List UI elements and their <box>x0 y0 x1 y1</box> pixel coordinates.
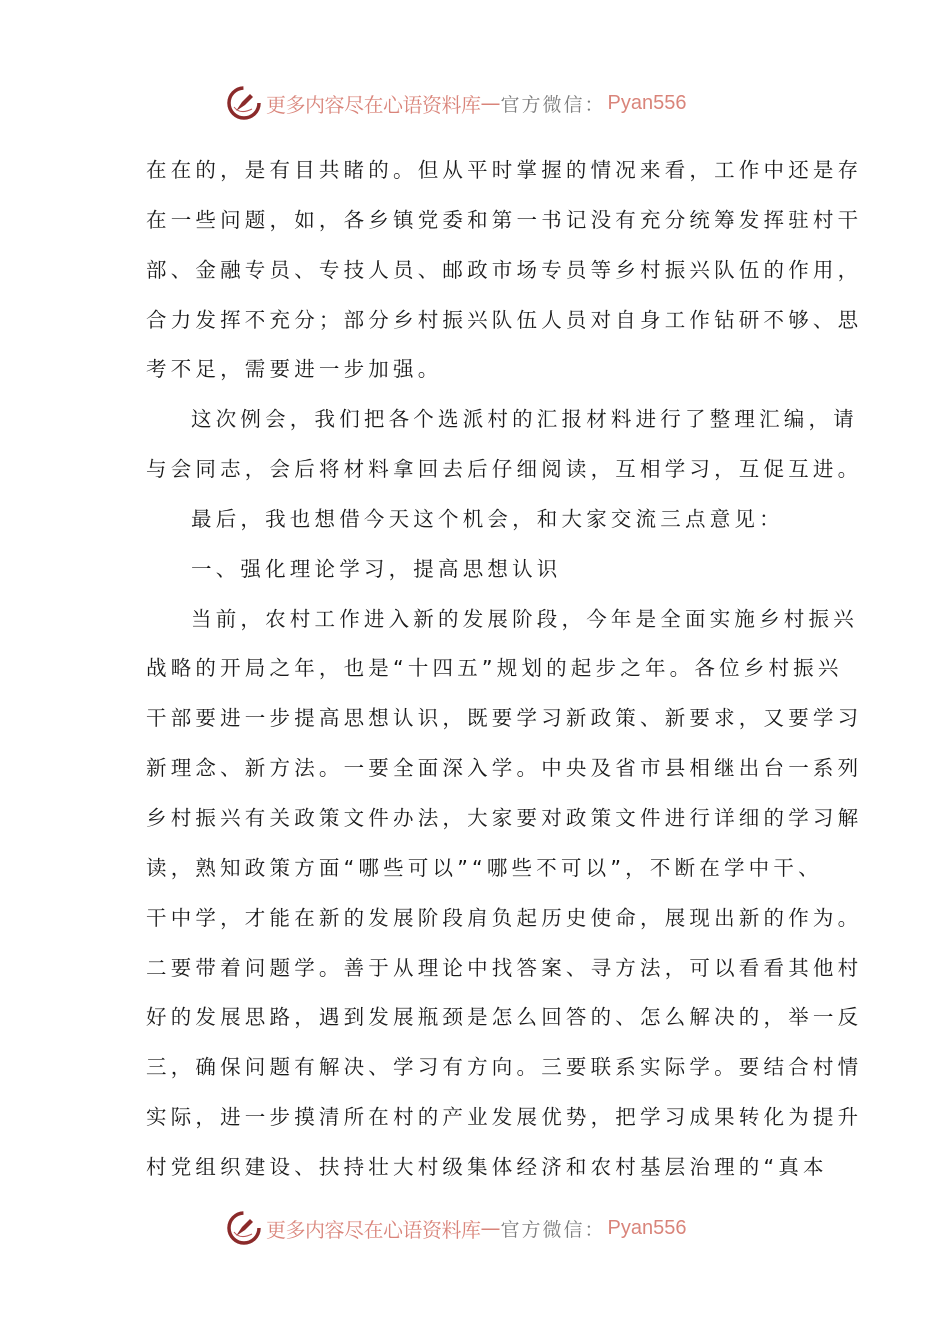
watermark-id: Pyan556 <box>607 91 687 114</box>
watermark-label: 官方微信： <box>500 1218 606 1241</box>
watermark-main-text: 更多内容尽在心语资料库 <box>266 92 481 117</box>
text-line: 干中学，才能在新的发展阶段肩负起历史使命，展现出新的作为。 <box>146 905 863 930</box>
text-line: 新理念、新方法。一要全面深入学。中央及省市县相继出台一系列 <box>146 756 863 781</box>
text-line: 实际，进一步摸清所在村的产业发展优势，把学习成果转化为提升 <box>146 1105 863 1130</box>
document-body <box>146 150 863 1197</box>
watermark-dash: — <box>480 1216 501 1240</box>
watermark-label: 官方微信： <box>500 93 606 116</box>
pen-nib-logo-icon <box>226 1210 262 1246</box>
text-line: 考不足，需要进一步加强。 <box>146 357 443 382</box>
text-line: 当前，农村工作进入新的发展阶段，今年是全面实施乡村振兴 <box>191 606 858 631</box>
text-line: 合力发挥不充分；部分乡村振兴队伍人员对自身工作钻研不够、思 <box>146 307 863 332</box>
text-line: 最后，我也想借今天这个机会，和大家交流三点意见： <box>191 506 784 531</box>
text-line: 部、金融专员、专技人员、邮政市场专员等乡村振兴队伍的作用， <box>146 257 863 282</box>
footer-watermark <box>226 1208 686 1248</box>
watermark-id: Pyan556 <box>607 1216 687 1239</box>
text-line: 二要带着问题学。善于从理论中找答案、寻方法，可以看看其他村 <box>146 955 863 980</box>
text-line: 好的发展思路，遇到发展瓶颈是怎么回答的、怎么解决的，举一反 <box>146 1005 863 1030</box>
text-line: 战略的开局之年，也是“十四五”规划的起步之年。各位乡村振兴 <box>146 656 843 681</box>
watermark-dash: — <box>480 91 501 115</box>
text-line: 在一些问题，如，各乡镇党委和第一书记没有充分统筹发挥驻村干 <box>146 207 863 232</box>
text-line: 干部要进一步提高思想认识，既要学习新政策、新要求，又要学习 <box>146 706 863 731</box>
watermark-main-text: 更多内容尽在心语资料库 <box>266 1217 481 1242</box>
text-line: 读，熟知政策方面“哪些可以”“哪些不可以”，不断在学中干、 <box>146 855 823 880</box>
text-line: 这次例会，我们把各个选派村的汇报材料进行了整理汇编，请 <box>191 407 858 432</box>
text-line: 村党组织建设、扶持壮大村级集体经济和农村基层治理的“真本 <box>146 1154 828 1179</box>
text-line: 与会同志，会后将材料拿回去后仔细阅读，互相学习，互促互进。 <box>146 457 863 482</box>
text-line: 三，确保问题有解决、学习有方向。三要联系实际学。要结合村情 <box>146 1055 863 1080</box>
text-line: 一、强化理论学习，提高思想认识 <box>191 556 562 581</box>
text-line: 在在的，是有目共睹的。但从平时掌握的情况来看，工作中还是存 <box>146 158 863 182</box>
pen-nib-logo-icon <box>226 85 262 121</box>
text-line: 乡村振兴有关政策文件办法，大家要对政策文件进行详细的学习解 <box>146 805 863 830</box>
header-watermark <box>226 83 686 123</box>
